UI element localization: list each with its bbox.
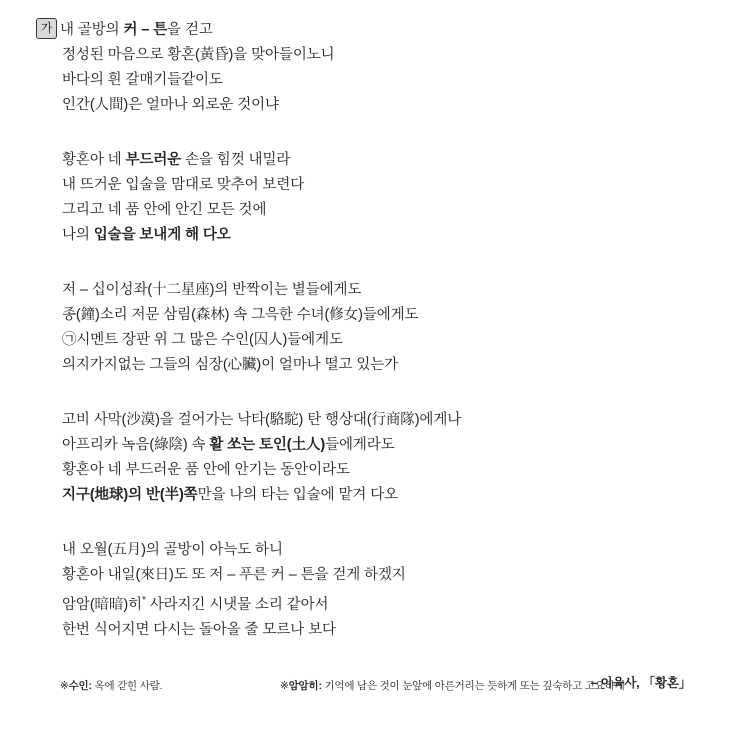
footnote-item-suin <box>60 678 280 693</box>
poem-line <box>60 148 703 173</box>
footnote-term: 암암히: <box>288 680 322 692</box>
line-text-bold: 부드러운 <box>125 152 182 168</box>
stanza <box>60 408 703 508</box>
line-text-plain: 황혼아 네 <box>62 152 126 168</box>
footnote-text: 기억에 남은 것이 눈앞에 아른거리는 듯하게 또는 깊숙하고 고요하게 <box>321 680 625 692</box>
footnote-mark: ※ <box>280 680 289 692</box>
line-text-plain: 나의 <box>62 227 94 243</box>
stanza <box>60 148 703 248</box>
footnotes <box>0 678 743 693</box>
line-text-plain: ㉠시멘트 장판 위 그 많은 수인(囚人)들에게도 <box>62 332 343 348</box>
poem-line <box>60 278 703 303</box>
footnote-term: 수인: <box>68 680 92 692</box>
line-text-bold: 입술을 보내게 해 다오 <box>93 227 231 243</box>
line-text-plain: 내 골방의 <box>60 22 124 38</box>
stanza <box>60 18 703 118</box>
poem-line <box>60 93 703 118</box>
poem-attribution: – 이육사, 「황혼」 <box>590 675 691 690</box>
passage-marker: 가 <box>36 18 57 39</box>
line-text-plain: 아프리카 녹음(綠陰) 속 <box>62 437 210 453</box>
line-text-plain: 저 – 십이성좌(十二星座)의 반짝이는 별들에게도 <box>62 282 362 298</box>
poem-line <box>60 588 703 618</box>
poem-line <box>60 18 703 43</box>
line-text-plain: 만을 나의 타는 입술에 맡겨 다오 <box>197 487 399 503</box>
line-text-plain: 암암(暗暗)히 <box>62 596 142 613</box>
line-text-plain: 한번 식어지면 다시는 돌아올 줄 모르나 보다 <box>62 621 336 638</box>
line-text-plain: 황혼아 네 부드러운 품 안에 안기는 동안이라도 <box>62 462 350 478</box>
line-text-plain: 의지가지없는 그들의 심장(心臟)이 얼마나 떨고 있는가 <box>62 357 399 373</box>
line-text-plain: 정성된 마음으로 황혼(黃昏)을 맞아들이노니 <box>62 47 335 63</box>
poem-line <box>60 173 703 198</box>
poem-line <box>60 223 703 248</box>
poem-line <box>60 408 703 433</box>
poem-line-marked <box>60 328 703 353</box>
poem-line <box>60 433 703 458</box>
footnote-text: 옥에 갇힌 사람. <box>91 680 163 692</box>
poem-line <box>60 483 703 508</box>
footnote-row <box>60 678 703 693</box>
line-text-plain: 손을 힘껏 내밀라 <box>181 152 291 168</box>
stanza <box>60 538 703 643</box>
line-text-plain: 내 오월(五月)의 골방이 아늑도 하니 <box>62 542 283 558</box>
line-text-bold: 지구(地球)의 반(半)쪽 <box>62 487 198 503</box>
poem-line <box>60 303 703 328</box>
poem-line <box>60 618 703 643</box>
line-text-bold: 활 쏘는 토인(土人) <box>209 437 326 453</box>
footnote-item-amam <box>280 678 703 693</box>
poem-line <box>60 538 703 563</box>
line-text-plain: 고비 사막(沙漠)을 걸어가는 낙타(駱駝) 탄 행상대(行商隊)에게나 <box>62 412 462 428</box>
stanza <box>60 278 703 378</box>
line-text-plain: 황혼아 내일(來日)도 또 저 – 푸른 커 – 튼을 걷게 하겠지 <box>62 567 406 583</box>
poem-line <box>60 563 703 588</box>
line-text-plain: 그리고 네 품 안에 안긴 모든 것에 <box>62 202 267 218</box>
line-text-plain: 을 걷고 <box>167 22 213 38</box>
poem-line <box>60 353 703 378</box>
poem-line <box>60 458 703 483</box>
poem-line <box>60 68 703 93</box>
poem-body <box>60 18 703 691</box>
line-text-plain: 사라지긴 시냇물 소리 같아서 <box>145 596 329 613</box>
line-text-plain: 들에게라도 <box>325 437 395 453</box>
poem-line <box>60 43 703 68</box>
line-text-plain: 종(鐘)소리 저문 삼림(森林) 속 그윽한 수녀(修女)들에게도 <box>62 307 419 323</box>
poem-line <box>60 198 703 223</box>
line-text-plain: 바다의 흰 갈매기들같이도 <box>62 72 223 88</box>
line-text-plain: 인간(人間)은 얼마나 외로운 것이냐 <box>62 97 279 113</box>
line-text-plain: 내 뜨거운 입술을 맘대로 맞추어 보련다 <box>62 177 305 193</box>
line-text-bold: 커 – 튼 <box>123 22 168 38</box>
footnote-mark: ※ <box>60 680 69 692</box>
footnote-ref-marker: * <box>141 595 146 606</box>
